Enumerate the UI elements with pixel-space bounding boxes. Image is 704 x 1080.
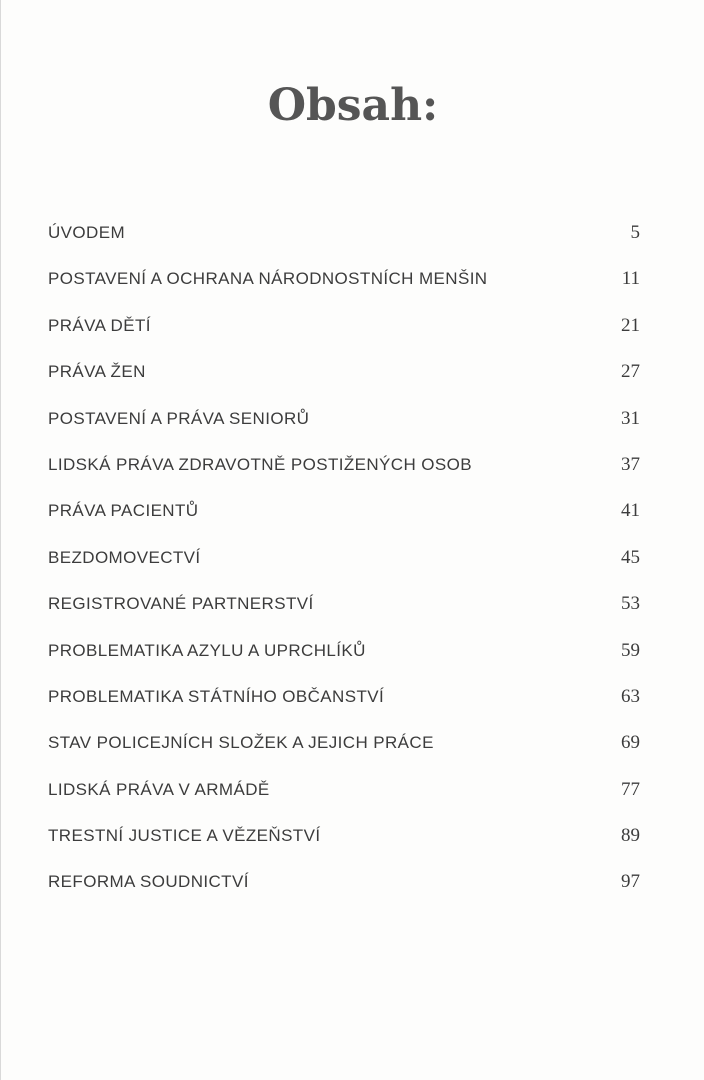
toc-entry-trestni-justice [48, 825, 640, 871]
toc-entry-page-number: 77 [621, 778, 640, 800]
toc-entry-label: LIDSKÁ PRÁVA ZDRAVOTNĚ POSTIŽENÝCH OSOB [48, 454, 472, 474]
toc-entry-label: STAV POLICEJNÍCH SLOŽEK A JEJICH PRÁCE [48, 733, 434, 753]
toc-entry-seniori [48, 408, 640, 454]
toc-entry-label: PROBLEMATIKA AZYLU A UPRCHLÍKŮ [48, 640, 366, 660]
toc-entry-prava-deti [48, 315, 640, 361]
toc-entry-page-number: 21 [621, 314, 640, 336]
toc-entry-reforma-soudnictvi [48, 871, 640, 917]
toc-entry-statni-obcanstvi [48, 686, 640, 732]
toc-entry-registrovane-partnerstvi [48, 593, 640, 639]
toc-entry-page-number: 59 [621, 639, 640, 661]
toc-entry-label: BEZDOMOVECTVÍ [48, 547, 201, 567]
page-title: Obsah: [267, 80, 439, 131]
toc-entry-zdravotne-postizeni [48, 454, 640, 500]
table-of-contents [48, 222, 640, 918]
toc-entry-label: PRÁVA DĚTÍ [48, 315, 151, 335]
toc-entry-label: PRÁVA ŽEN [48, 362, 146, 382]
toc-entry-prava-zen [48, 361, 640, 407]
toc-entry-azyl-uprchlici [48, 640, 640, 686]
toc-entry-page-number: 63 [621, 685, 640, 707]
toc-entry-page-number: 31 [621, 407, 640, 429]
toc-entry-label: ÚVODEM [48, 223, 126, 242]
toc-entry-label: TRESTNÍ JUSTICE A VĚZEŇSTVÍ [48, 826, 321, 846]
toc-entry-page-number: 37 [621, 453, 640, 475]
toc-entry-label: REGISTROVANÉ PARTNERSTVÍ [48, 594, 314, 614]
toc-entry-page-number: 45 [621, 546, 640, 568]
toc-entry-label: LIDSKÁ PRÁVA V ARMÁDĚ [48, 779, 270, 799]
toc-entry-page-number: 53 [621, 593, 640, 615]
toc-entry-policejni-slozky [48, 732, 640, 778]
toc-entry-page-number: 11 [621, 268, 640, 290]
toc-entry-prava-pacientu [48, 500, 640, 546]
toc-entry-page-number: 97 [621, 871, 640, 893]
toc-entry-label: REFORMA SOUDNICTVÍ [48, 872, 249, 892]
toc-entry-armada [48, 779, 640, 825]
toc-entry-uvodem [48, 222, 640, 268]
toc-entry-page-number: 89 [621, 825, 640, 847]
toc-entry-page-number: 41 [621, 500, 640, 522]
toc-entry-label: PRÁVA PACIENTŮ [48, 501, 199, 521]
toc-entry-label: POSTAVENÍ A PRÁVA SENIORŮ [48, 408, 310, 428]
toc-entry-narodnostni-mensiny [48, 268, 640, 314]
toc-entry-page-number: 69 [621, 732, 640, 754]
toc-entry-page-number: 27 [621, 361, 640, 383]
toc-entry-label: POSTAVENÍ A OCHRANA NÁRODNOSTNÍCH MENŠIN [48, 269, 488, 289]
toc-entry-label: PROBLEMATIKA STÁTNÍHO OBČANSTVÍ [48, 686, 385, 706]
toc-entry-page-number: 5 [630, 222, 640, 243]
toc-entry-bezdomovectvi [48, 547, 640, 593]
